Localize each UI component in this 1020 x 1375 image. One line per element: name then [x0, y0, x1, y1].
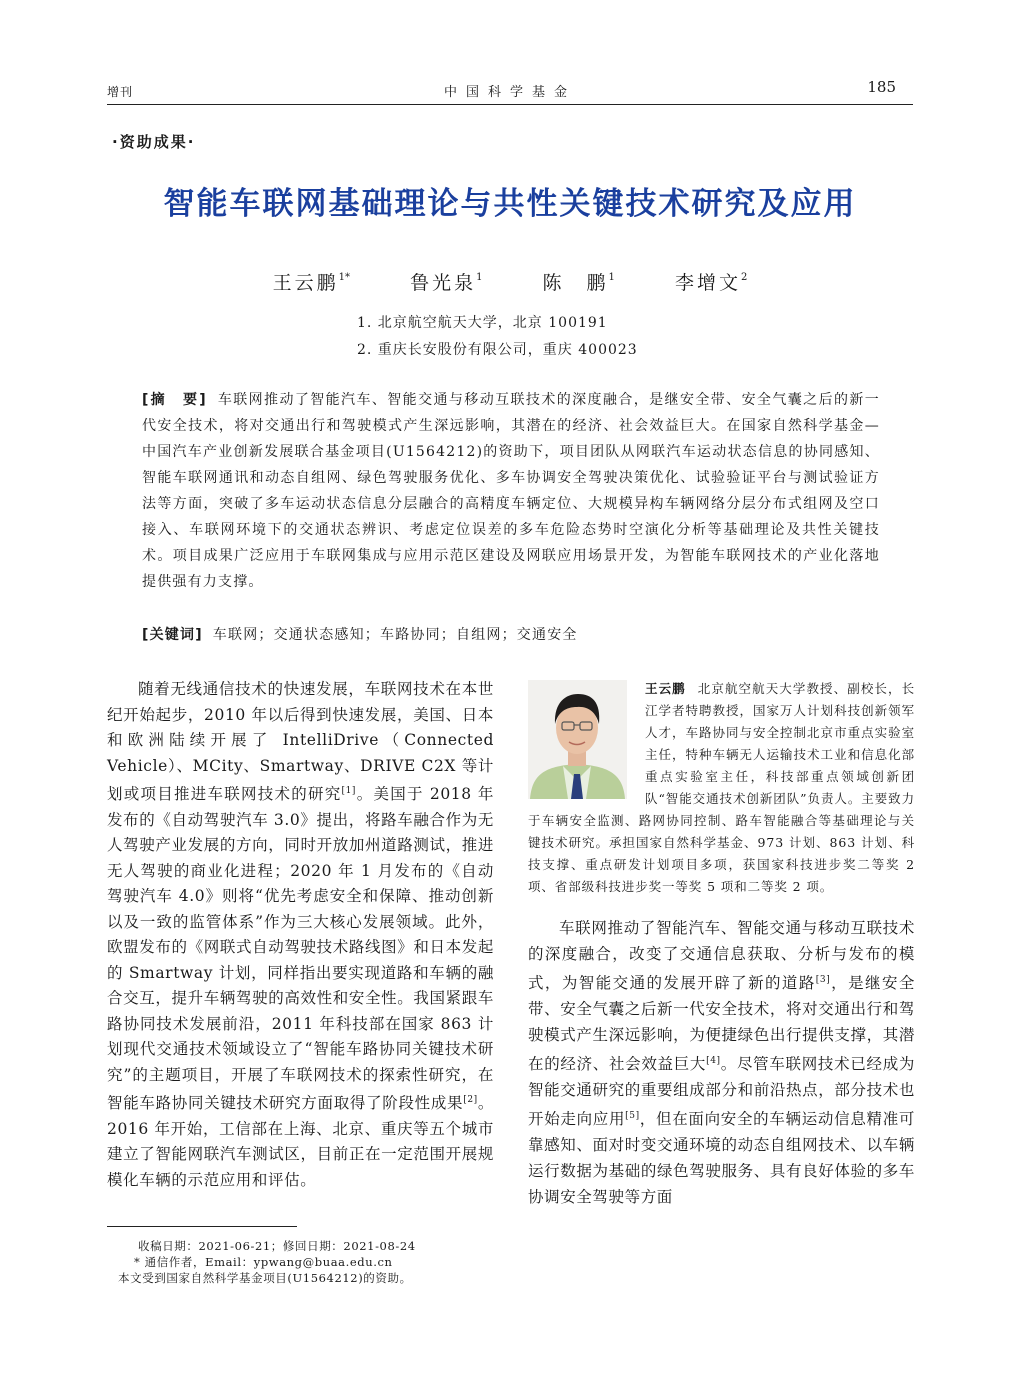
affiliations — [357, 310, 638, 364]
keywords-text: 车联网；交通状态感知；车路协同；自组网；交通安全 — [212, 627, 578, 643]
bio-name: 王云鹏 — [645, 681, 686, 696]
author-superscript: 2 — [740, 272, 748, 283]
citation: [5] — [625, 1111, 640, 1121]
bio-text: 北京航空航天大学教授、副校长，长江学者特聘教授，国家万人计划科技创新领军人才，车路协同与安全控制北京市重点实验室主任，特种车辆无人运输技术工业和信息化部重点实验室主任，科技部重点领域创新团队“智能交通技术创新团队”负责人。主要致力于车辆安全监测、路网协同控制、路车智能融合等基础理论与关键技术研究。承担国家自然科学基金、973 计划、863 计划、科技支撑、重点研发计划项目多项，获国家科技进步奖二等奖 2 项、省部级科技进步奖一等奖 5 项和二等奖 2 项。 — [528, 681, 915, 894]
citation: [2] — [463, 1095, 478, 1105]
affiliation: 1. 北京航空航天大学，北京 100191 — [357, 315, 608, 331]
header-divider — [107, 104, 913, 105]
journal-name: 中国科学基金 — [443, 85, 576, 100]
footnotes — [118, 1238, 416, 1286]
journal-issue-label: 增刊 — [107, 85, 134, 99]
page-number: 185 — [867, 78, 896, 96]
section-tag: ·资助成果· — [112, 133, 196, 151]
citation: [3] — [815, 975, 831, 985]
footnote-corresponding: * 通信作者，Email：ypwang@buaa.edu.cn — [134, 1255, 393, 1269]
citation: [1] — [341, 786, 357, 796]
author-superscript: 1 — [608, 272, 615, 283]
affiliation: 2. 重庆长安股份有限公司，重庆 400023 — [357, 342, 638, 358]
body-column-right: 车联网推动了智能汽车、智能交通与移动互联技术的深度融合，改变了交通信息获取、分析与发布的模式，为智能交通的发展开辟了新的道路[3]，是继安全带、安全气囊之后新一代安全技术，将对交通出行和驾驶模式产生深远影响，为便捷绿色出行提供支撑，其潜在的经济、社会效益巨大[4]。尽管车联网技术已经成为智能交通研究的重要组成部分和前沿热点，部分技术也开始走向应用[5]，但在面向安全的车辆运动信息精准可靠感知、面对时变交通环境的动态自组网技术、以车辆运行数据为基础的绿色驾驶服务、具有良好体验的多车协调安全驾驶等方面 — [528, 919, 915, 1206]
abstract-label: [摘 要] — [142, 392, 208, 408]
abstract — [142, 387, 880, 595]
author: 鲁光泉$^1$ — [410, 272, 483, 294]
keywords-label: [关键词] — [142, 627, 203, 643]
keywords — [142, 624, 880, 644]
author: 李增文$^2$ — [674, 272, 748, 294]
footnote-dates: 收稿日期：2021-06-21；修回日期：2021-08-24 — [138, 1239, 416, 1253]
author-superscript: 1 — [476, 272, 483, 283]
footnote-funding: 本文受到国家自然科学基金项目(U1564212)的资助。 — [118, 1271, 412, 1285]
author: 陈 鹏$^1$ — [542, 272, 615, 294]
citation: [4] — [706, 1056, 721, 1066]
body-column-left: 随着无线通信技术的快速发展，车联网技术在本世纪开始起步，2010 年以后得到快速发展，美国、日本和欧洲陆续开展了 IntelliDrive（Connected Vehicle）、MCity、Smartway、DRIVE C2X 等计划或项目推进车联网技术的研究[1]。美国于 2018 年发布的《自动驾驶汽车 3.0》提出，将路车融合作为无人驾驶产业发展的方向，同时开放加州道路测试，推进无人驾驶的商业化进程；2020 年 1 月发布的《自动驾驶汽车 4.0》则将“优先考虑安全和保障、推动创新以及一致的监管体系”作为三大核心发展领域。此外，欧盟发布的《网联式自动驾驶技术路线图》和日本发起的 Smartway 计划，同样指出要实现道路和车辆的融合交互，提升车辆驾驶的高效性和安全性。我国紧跟车路协同技术发展前沿，2011 年科技部在国家 863 计划现代交通技术领域设立了“智能车路协同关键技术研究”的主题项目，开展了车联网技术的探索性研究，在智能车路协同关键技术研究方面取得了阶段性成果[2]。2016 年开始，工信部在上海、北京、重庆等五个城市建立了智能网联汽车测试区，目前正在一定范围开展规模化车辆的示范应用和评估。 — [107, 680, 494, 1189]
author: 王云鹏$^{1*}$ — [272, 272, 351, 294]
author-superscript: 1* — [338, 272, 351, 283]
abstract-text: 车联网推动了智能汽车、智能交通与移动互联技术的深度融合，是继安全带、安全气囊之后的新一代安全技术，将对交通出行和驾驶模式产生深远影响，其潜在的经济、社会效益巨大。在国家自然科学基金—中国汽车产业创新发展联合基金项目(U1564212)的资助下，项目团队从网联汽车运动状态信息的协同感知、智能车联网通讯和动态自组网、绿色驾驶服务优化、多车协调安全驾驶决策优化、试验验证平台与测试验证方法等方面，突破了多车运动状态信息分层融合的高精度车辆定位、大规模异构车辆网络分层分布式组网及空口接入、车联网环境下的交通状态辨识、考虑定位误差的多车危险态势时空演化分析等基础理论及共性关键技术。项目成果广泛应用于车联网集成与应用示范区建设及网联应用场景开发，为智能车联网技术的产业化落地提供强有力支撑。 — [142, 392, 880, 590]
author-list — [0, 268, 1020, 295]
footnote-divider — [107, 1226, 297, 1227]
article-title: 智能车联网基础理论与共性关键技术研究及应用 — [163, 186, 857, 222]
author-bio — [528, 678, 915, 898]
